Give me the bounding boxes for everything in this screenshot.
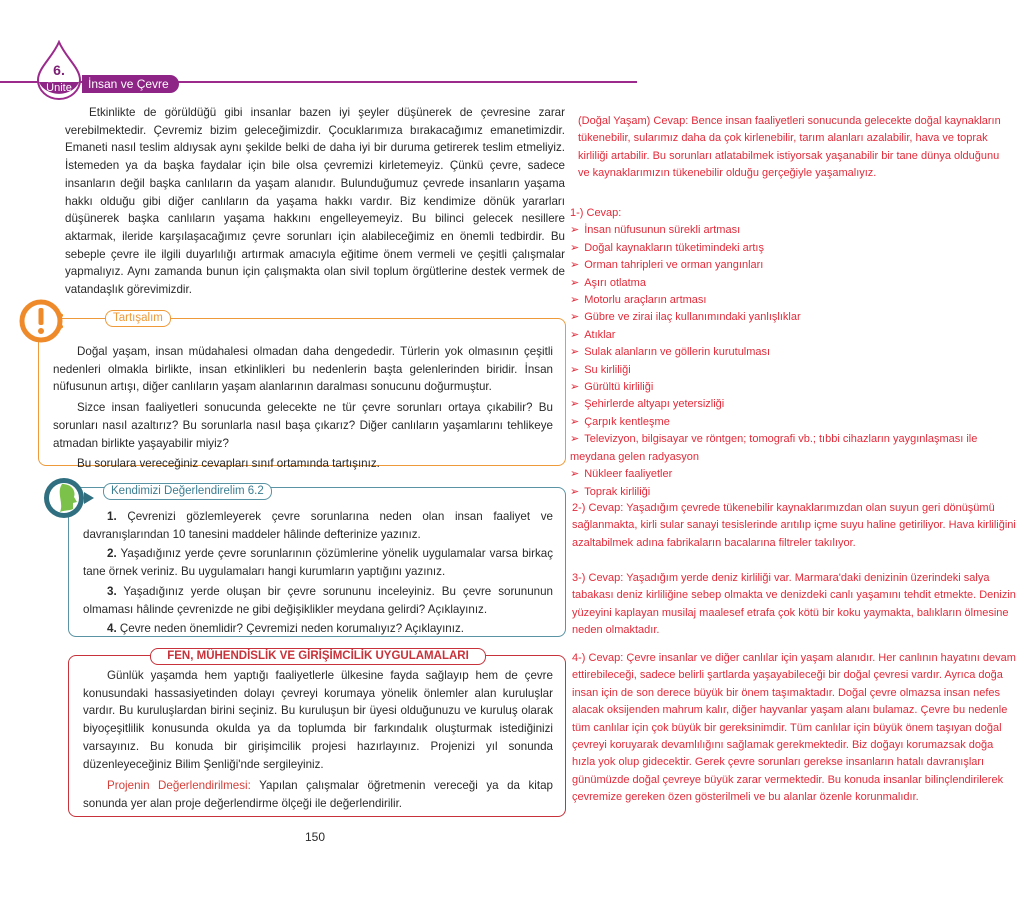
unit-number: 6. <box>53 62 65 78</box>
answer-1-list <box>570 222 1015 501</box>
arrow-bullet-icon: ➢ <box>570 224 580 237</box>
answer-1-item <box>570 466 1015 483</box>
answer-1-item-text: Doğal kaynakların tüketimindeki artış <box>584 241 764 254</box>
arrow-bullet-icon: ➢ <box>570 276 580 289</box>
stem-box <box>68 655 566 817</box>
discussion-box <box>38 318 566 471</box>
arrow-bullet-icon: ➢ <box>570 328 580 341</box>
answer-1-item-text: Çarpık kentleşme <box>584 415 670 428</box>
main-text: Etkinlikte de görüldüğü gibi insanlar bazen iyi şeyler düşünerek de çevresine zarar verebilmektedir. Çevremiz bizim geleceğimizdir. Çocuklarımıza bırakacağımız emanetimizdir. Emaneti nasıl teslim aldıysak aynı şekilde belki de daha iyi bir duruma getirerek teslim etmeliyiz. İstemeden ya da başka faydalar için bile olsa çevremizi kirletemeyiz. Çünkü çevre, sadece insanların değil başka canlıların da yaşam alanıdır. Bulunduğumuz çevrede insanların yaşama hakkı olduğu gibi diğer canlıların da yaşama hakkı vardır. Biz kendimize dönük yararları düşünerek başka canlıların yaşama hakkını engelleyemeyiz. Bu bilinci gelecek nesillere aktarmak, ileride karşılaşacağımız çevre sorunları için alabileceğimiz en önemli tedbirdir. Bu sebeple çevre ile ilgili duyarlılığı artırmak amacıyla eğitime önem vermeli ve çeşitli çalışmalar yapmalıyız. Aynı zamanda bunun için çalışmakta olan sivil toplum örgütlerine destek vermek de vatandaşlık görevimizdir. <box>65 106 565 297</box>
question-number: 1. <box>107 510 117 523</box>
stem-evaluation <box>83 777 553 812</box>
answer-1 <box>570 205 1015 501</box>
answer-1-item-text: Motorlu araçların artması <box>584 294 707 307</box>
evaluation-label: Projenin Değerlendirilmesi: <box>107 779 251 793</box>
answer-1-item <box>570 292 1015 309</box>
arrow-bullet-icon: ➢ <box>570 346 580 359</box>
discussion-paragraph: Doğal yaşam, insan müdahalesi olmadan daha dengededir. Türlerin yok olmasının çeşitli nedenleri olmakla birlikte, insan etkinlikleri bu nedenlerin başta gelenlerinden biridir. İnsan nüfusunun artışı, diğer canlıların yaşam alanlarının daralması sonucunu doğurmuştur. <box>53 345 553 394</box>
answer-1-item <box>570 379 1015 396</box>
answer-1-item-text: Sulak alanların ve göllerin kurutulması <box>584 346 771 359</box>
answer-1-item-text: Nükleer faaliyetler <box>584 468 673 481</box>
answer-1-item-text: Gübre ve zirai ilaç kullanımındaki yanlışlıklar <box>584 311 801 324</box>
answer-1-item <box>570 309 1015 326</box>
answer-1-item <box>570 257 1015 274</box>
answer-1-item-text: İnsan nüfusunun sürekli artması <box>584 224 741 237</box>
answer-1-item-text: Televizyon, bilgisayar ve röntgen; tomografi vb.; tıbbi cihazların yaygınlaşması ile meydana gelen radyasyon <box>570 433 978 463</box>
answer-3: 3-) Cevap: Yaşadığım yerde deniz kirliliği var. Marmara'daki denizinin üzerindeki salya tabakası deniz kirliliğine sebep olmakta ve denizdeki canlı yaşamını tehdit etmekte. Denizin yüzeyini kaplayan musilaj maalesef etrafa çok kötü bir koku yaymakta, balıkların ölmesine neden olmaktadır. <box>572 572 1016 637</box>
answer-4: 4-) Cevap: Çevre insanlar ve diğer canlılar için yaşam alanıdır. Her canlının hayatını devam ettirebileceği, sadece belirli şartlarda yaşayabileceği bir doğal çevresi vardır. Ayrıca doğa insan için de son derece büyük bir önem taşımaktadır. Doğal çevre olmazsa insan nefes alacak oksijenden mahrum kalır, diğer hayvanlar yaşam alanı bulamaz. Çevre bu nedenle tüm canlılar için çok büyük bir gereksinimdir. Tüm canlılar için büyük önem taşıyan doğal çevreyi koruyarak devamlılığını sağlamak gerekmektedir. Biz doğayı korumazsak doğa hızla yok olup gidecektir. Gerek çevre sorunları gerekse insanların hatalı davranışları günümüzde doğal çevreye büyük zarar vermektedir. Bu konuda insanlar bilinçlendirilerek çevremize gereken özen gösterilmeli ve bu alanlar özenle korunmalıdır. <box>572 652 1016 804</box>
stem-title: FEN, MÜHENDİSLİK VE GİRİŞİMCİLİK UYGULAMALARI <box>150 648 486 665</box>
arrow-bullet-icon: ➢ <box>570 311 580 324</box>
question-item <box>83 508 553 543</box>
evaluation-text: Yapılan çalışmalar öğretmenin vereceği ya da kitap sonunda yer alan proje değerlendirme ölçeği ile değerlendirilir. <box>83 779 553 810</box>
answer-1-item <box>570 362 1015 379</box>
arrow-bullet-icon: ➢ <box>570 485 580 498</box>
question-text: Çevrenizi gözlemleyerek çevre sorunlarına neden olan insan faaliyet ve davranışlarından 10 tanesini maddeler hâlinde defterinize yazınız. <box>83 510 553 541</box>
answer-1-item <box>570 396 1015 413</box>
answer-1-item <box>570 484 1015 501</box>
answer-1-item <box>570 414 1015 431</box>
page-number: 150 <box>305 830 326 844</box>
arrow-bullet-icon: ➢ <box>570 381 580 394</box>
arrow-bullet-icon: ➢ <box>570 294 580 307</box>
question-text: Yaşadığınız yerde çevre sorunlarının çözümlerine yönelik uygulamalar varsa birkaç tane örnek veriniz. Bu uygulamaları hangi kurumların yaptığını yazınız. <box>83 547 553 579</box>
discussion-paragraph: Bu sorulara vereceğiniz cevapları sınıf ortamında tartışınız. <box>77 457 380 471</box>
answer-natural-life: (Doğal Yaşam) Cevap: Bence insan faaliyetleri sonucunda gelecekte doğal kaynakların tükenebilir, sularımız daha da çok kirlenebilir, tarım alanları azalabilir, hava ve toprak kirliliği artabilir. Bu sorunları atlatabilmek istiyorsak yaşanabilir bir tane dünya olduğunu ve kaynaklarımızın tükenebilir olduğu gerçeğiyle yaşamalıyız. <box>578 115 1001 180</box>
question-text: Çevre neden önemlidir? Çevremizi neden korumalıyız? Açıklayınız. <box>116 622 464 636</box>
answer-2: 2-) Cevap: Yaşadığım çevrede tükenebilir kaynaklarımızdan olan suyun geri dönüşümü sağlanmakta, kirli sular sanayi tesislerinde arıtılıp içme suyu haline getiriliyor. Hava kirliliğini azaltabilmek adına fabrikaların bacalarına filtreler takılıyor. <box>572 502 1016 549</box>
arrow-bullet-icon: ➢ <box>570 259 580 272</box>
answer-1-item-text: Gürültü kirliliği <box>584 381 654 394</box>
self-assessment-box <box>68 487 566 637</box>
answer-1-item <box>570 275 1015 292</box>
answer-1-item <box>570 222 1015 239</box>
arrow-bullet-icon: ➢ <box>570 241 580 254</box>
question-text: Yaşadığınız yerde oluşan bir çevre sorununu inceleyiniz. Bu çevre sorununun olmaması hâlinde çevrenizde ne gibi değişiklikler meydana gelirdi? Açıklayınız. <box>83 584 553 616</box>
answer-1-item-text: Aşırı otlatma <box>584 276 646 289</box>
exclamation-icon <box>19 299 63 343</box>
question-item <box>83 583 553 618</box>
stem-paragraph: Günlük yaşamda hem yaptığı faaliyetlerle ülkesine fayda sağlayıp hem de çevre konusundaki hassasiyetinden dolayı çevreyi korumaya yönelik önlemler alan kuruluşlar vardır. Bu kuruluşlardan birini seçiniz. Bu kuruluşun bir üyesi olduğunuzu ve kuruluş olarak biyoçeşitlilik konusunda okulda ya da toplumda bir farkındalık oluşturmak istediğinizi varsayınız. Bu konuda bir girişimcilik projesi hazırlayınız. Projenizi yıl sonunda düzenleyeceğiniz Bilim Şenliği'nde sergileyiniz. <box>83 669 553 771</box>
arrow-bullet-icon: ➢ <box>570 433 580 446</box>
arrow-bullet-icon: ➢ <box>570 415 580 428</box>
discussion-title: Tartışalım <box>105 310 171 327</box>
answer-1-item-text: Atıklar <box>584 328 616 341</box>
answer-1-item <box>570 431 1015 466</box>
self-assessment-title: Kendimizi Değerlendirelim 6.2 <box>103 483 272 500</box>
arrow-bullet-icon: ➢ <box>570 468 580 481</box>
answer-1-item <box>570 344 1015 361</box>
answer-1-item-text: Toprak kirliliği <box>584 485 651 498</box>
question-item <box>83 545 553 580</box>
answer-1-title: 1-) Cevap: <box>570 207 622 219</box>
question-number: 4. <box>107 622 117 636</box>
arrow-bullet-icon: ➢ <box>570 398 580 411</box>
answer-1-item-text: Şehirlerde altyapı yetersizliği <box>584 398 725 411</box>
answer-1-item-text: Orman tahripleri ve orman yangınları <box>584 259 764 272</box>
answer-1-item <box>570 240 1015 257</box>
head-profile-icon <box>42 475 98 521</box>
question-number: 3. <box>107 584 117 598</box>
answer-1-item <box>570 327 1015 344</box>
chapter-title: İnsan ve Çevre <box>82 75 179 93</box>
unit-word: Ünite <box>46 82 72 94</box>
arrow-bullet-icon: ➢ <box>570 363 580 376</box>
question-number: 2. <box>107 547 117 561</box>
discussion-paragraph: Sizce insan faaliyetleri sonucunda gelecekte ne tür çevre sorunları ortaya çıkabilir? Bu sorunları nasıl azaltırız? Bu sorunlarla nasıl başa çıkarız? Diğer canlıların yaşamlarını tehlikeye atmadan birlikte yaşayabilir miyiz? <box>53 401 553 450</box>
question-item <box>83 620 553 638</box>
answer-1-item-text: Su kirliliği <box>584 363 631 376</box>
main-paragraph <box>65 104 565 299</box>
